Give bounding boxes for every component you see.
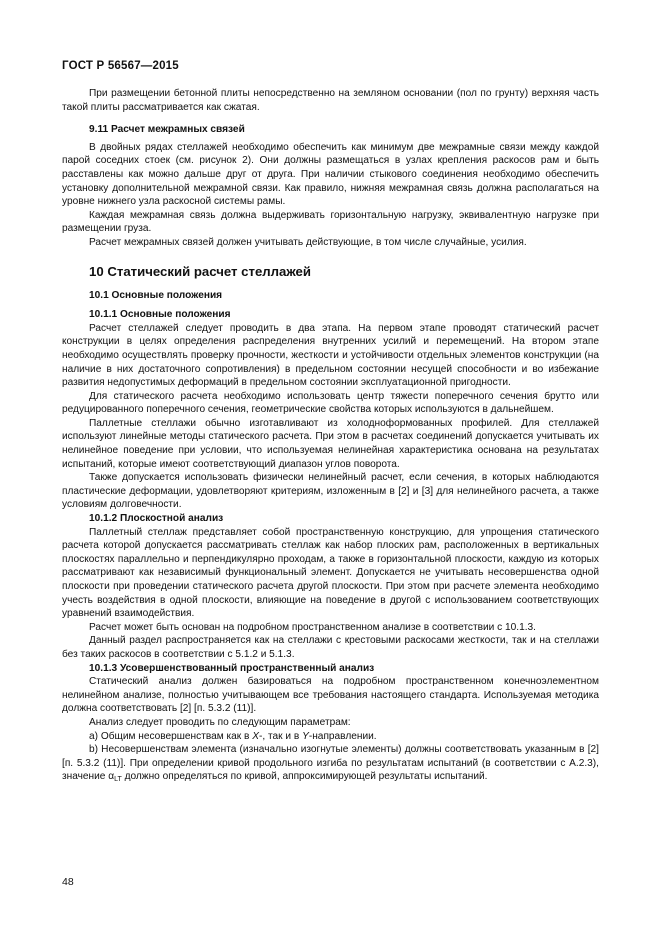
section-10-1-1-title: 10.1.1 Основные положения	[89, 309, 231, 321]
document-header: ГОСТ Р 56567—2015	[62, 60, 179, 72]
paragraph-10-1-3-1: Статический анализ должен базироваться на подробном пространственном конечноэлементном нелинейном анализе, полностью учитывающем все требования настоящего стандарта. Используемая методика должна соответствовать [2] [п. 5.3.2 (11)].	[62, 676, 599, 715]
section-10-title: 10 Статический расчет стеллажей	[89, 263, 311, 279]
section-10-1-title: 10.1 Основные положения	[89, 289, 223, 301]
list-item-a: а) Общим несовершенствам как в X-, так и в Y-направлении.	[89, 730, 377, 742]
section-10-1-3-title: 10.1.3 Усовершенствованный пространственный анализ	[89, 662, 375, 674]
paragraph-10-1-1-2: Для статического расчета необходимо использовать центр тяжести поперечного сечения брутто или редуцированного поперечного сечения, геометрические свойства которых используются в дальнейшем.	[62, 390, 599, 416]
paragraph-10-1-2-1: Паллетный стеллаж представляет собой пространственную конструкцию, для упрощения статического расчета которой допускается рассматривать стеллаж как набор плоских рам, расположенных в вертикальных плоскостях параллельно и перпендикулярно проходам, а также в горизонтальной плоскости, каждую из которых рассматривают как независимый функциональный элемент. Допускается не учитывать несовершенства одной плоскости при проведении статического расчета другой плоскости. При этом при расчете элемента необходимо учесть воздействия в одной плоскости, влияющие на поведение в другой с использованием соответствующих уравнений взаимодействия.	[62, 526, 599, 620]
paragraph-10-1-1-1: Расчет стеллажей следует проводить в два этапа. На первом этапе проводят статический расчет конструкции в целях определения распределения внутренних усилий и перемещений. На втором этапе необходимо осуществлять проверку прочности, жесткости и устойчивости отдельных элементов конструкции (на наличие в них достаточного сопротивления) в предельном состоянии несущей способности и во избежание развития недопустимых деформаций в предельном состоянии эксплуатационной пригодности.	[62, 322, 599, 389]
paragraph-10-1-3-2: Анализ следует проводить по следующим параметрам:	[89, 716, 351, 728]
section-9-11-title: 9.11 Расчет межрамных связей	[89, 124, 245, 136]
list-item-b: b) Несовершенствам элемента (изначально изогнутые элементы) должны соответствовать указанным в [2] [п. 5.3.2 (11)]. При определении кривой продольного изгиба по результатам испытаний (в соответствии с А.2.3), значение $\alpha_{LT}$ должно определяться по кривой, аппроксимирующей результаты испытаний.	[62, 744, 599, 784]
paragraph-10-1-1-3: Паллетные стеллажи обычно изготавливают из холодноформованных профилей. Для стеллажей используют линейные методы статического расчета. При этом в расчетах соединений допускается учитывать их нелинейное поведение при условии, что используемая нелинейная характеристика основана на результатах испытаний, которые имеют соответствующий диапазон углов поворота.	[62, 417, 599, 470]
paragraph-9-11-3: Расчет межрамных связей должен учитывать действующие, в том числе случайные, усилия.	[89, 236, 527, 248]
section-10-1-2-title: 10.1.2 Плоскостной анализ	[89, 513, 224, 525]
paragraph-10-1-1-4: Также допускается использовать физически нелинейный расчет, если сечения, в которых наблюдаются пластические деформации, удовлетворяют критериям, изложенным в [2] и [3] для нелинейного расчета, а также условиям долговечности.	[62, 472, 599, 511]
page-number: 48	[62, 876, 74, 888]
alpha-lt-symbol: $\alpha_{LT}$	[108, 771, 122, 784]
paragraph-concrete-slab: При размещении бетонной плиты непосредственно на земляном основании (пол по грунту) верхняя часть такой плиты рассматривается как сжатая.	[62, 88, 599, 113]
paragraph-10-1-2-3: Данный раздел распространяется как на стеллажи с крестовыми раскосами жесткости, так и на стеллажи без таких раскосов в соответствии с 5.1.2 и 5.1.3.	[62, 635, 599, 660]
document-body	[62, 87, 599, 784]
paragraph-9-11-2: Каждая межрамная связь должна выдерживать горизонтальную нагрузку, эквивалентную нагрузке при размещении груза.	[62, 209, 599, 235]
paragraph-9-11-1: В двойных рядах стеллажей необходимо обеспечить как минимум две межрамные связи между каждой парой соседних стоек (см. рисунок 2). Они должны размещаться в узлах крепления раскосов рам и быть расставлены как можно дальше друг от друга. При наличии стыкового соединения необходимо обеспечить установку дополнительной межрамной связи. Как правило, нижняя межрамная связь должна располагаться на уровне нижнего узла раскосной системы рамы.	[62, 141, 599, 208]
paragraph-10-1-2-2: Расчет может быть основан на подробном пространственном анализе в соответствии с 10.1.3.	[89, 621, 536, 633]
